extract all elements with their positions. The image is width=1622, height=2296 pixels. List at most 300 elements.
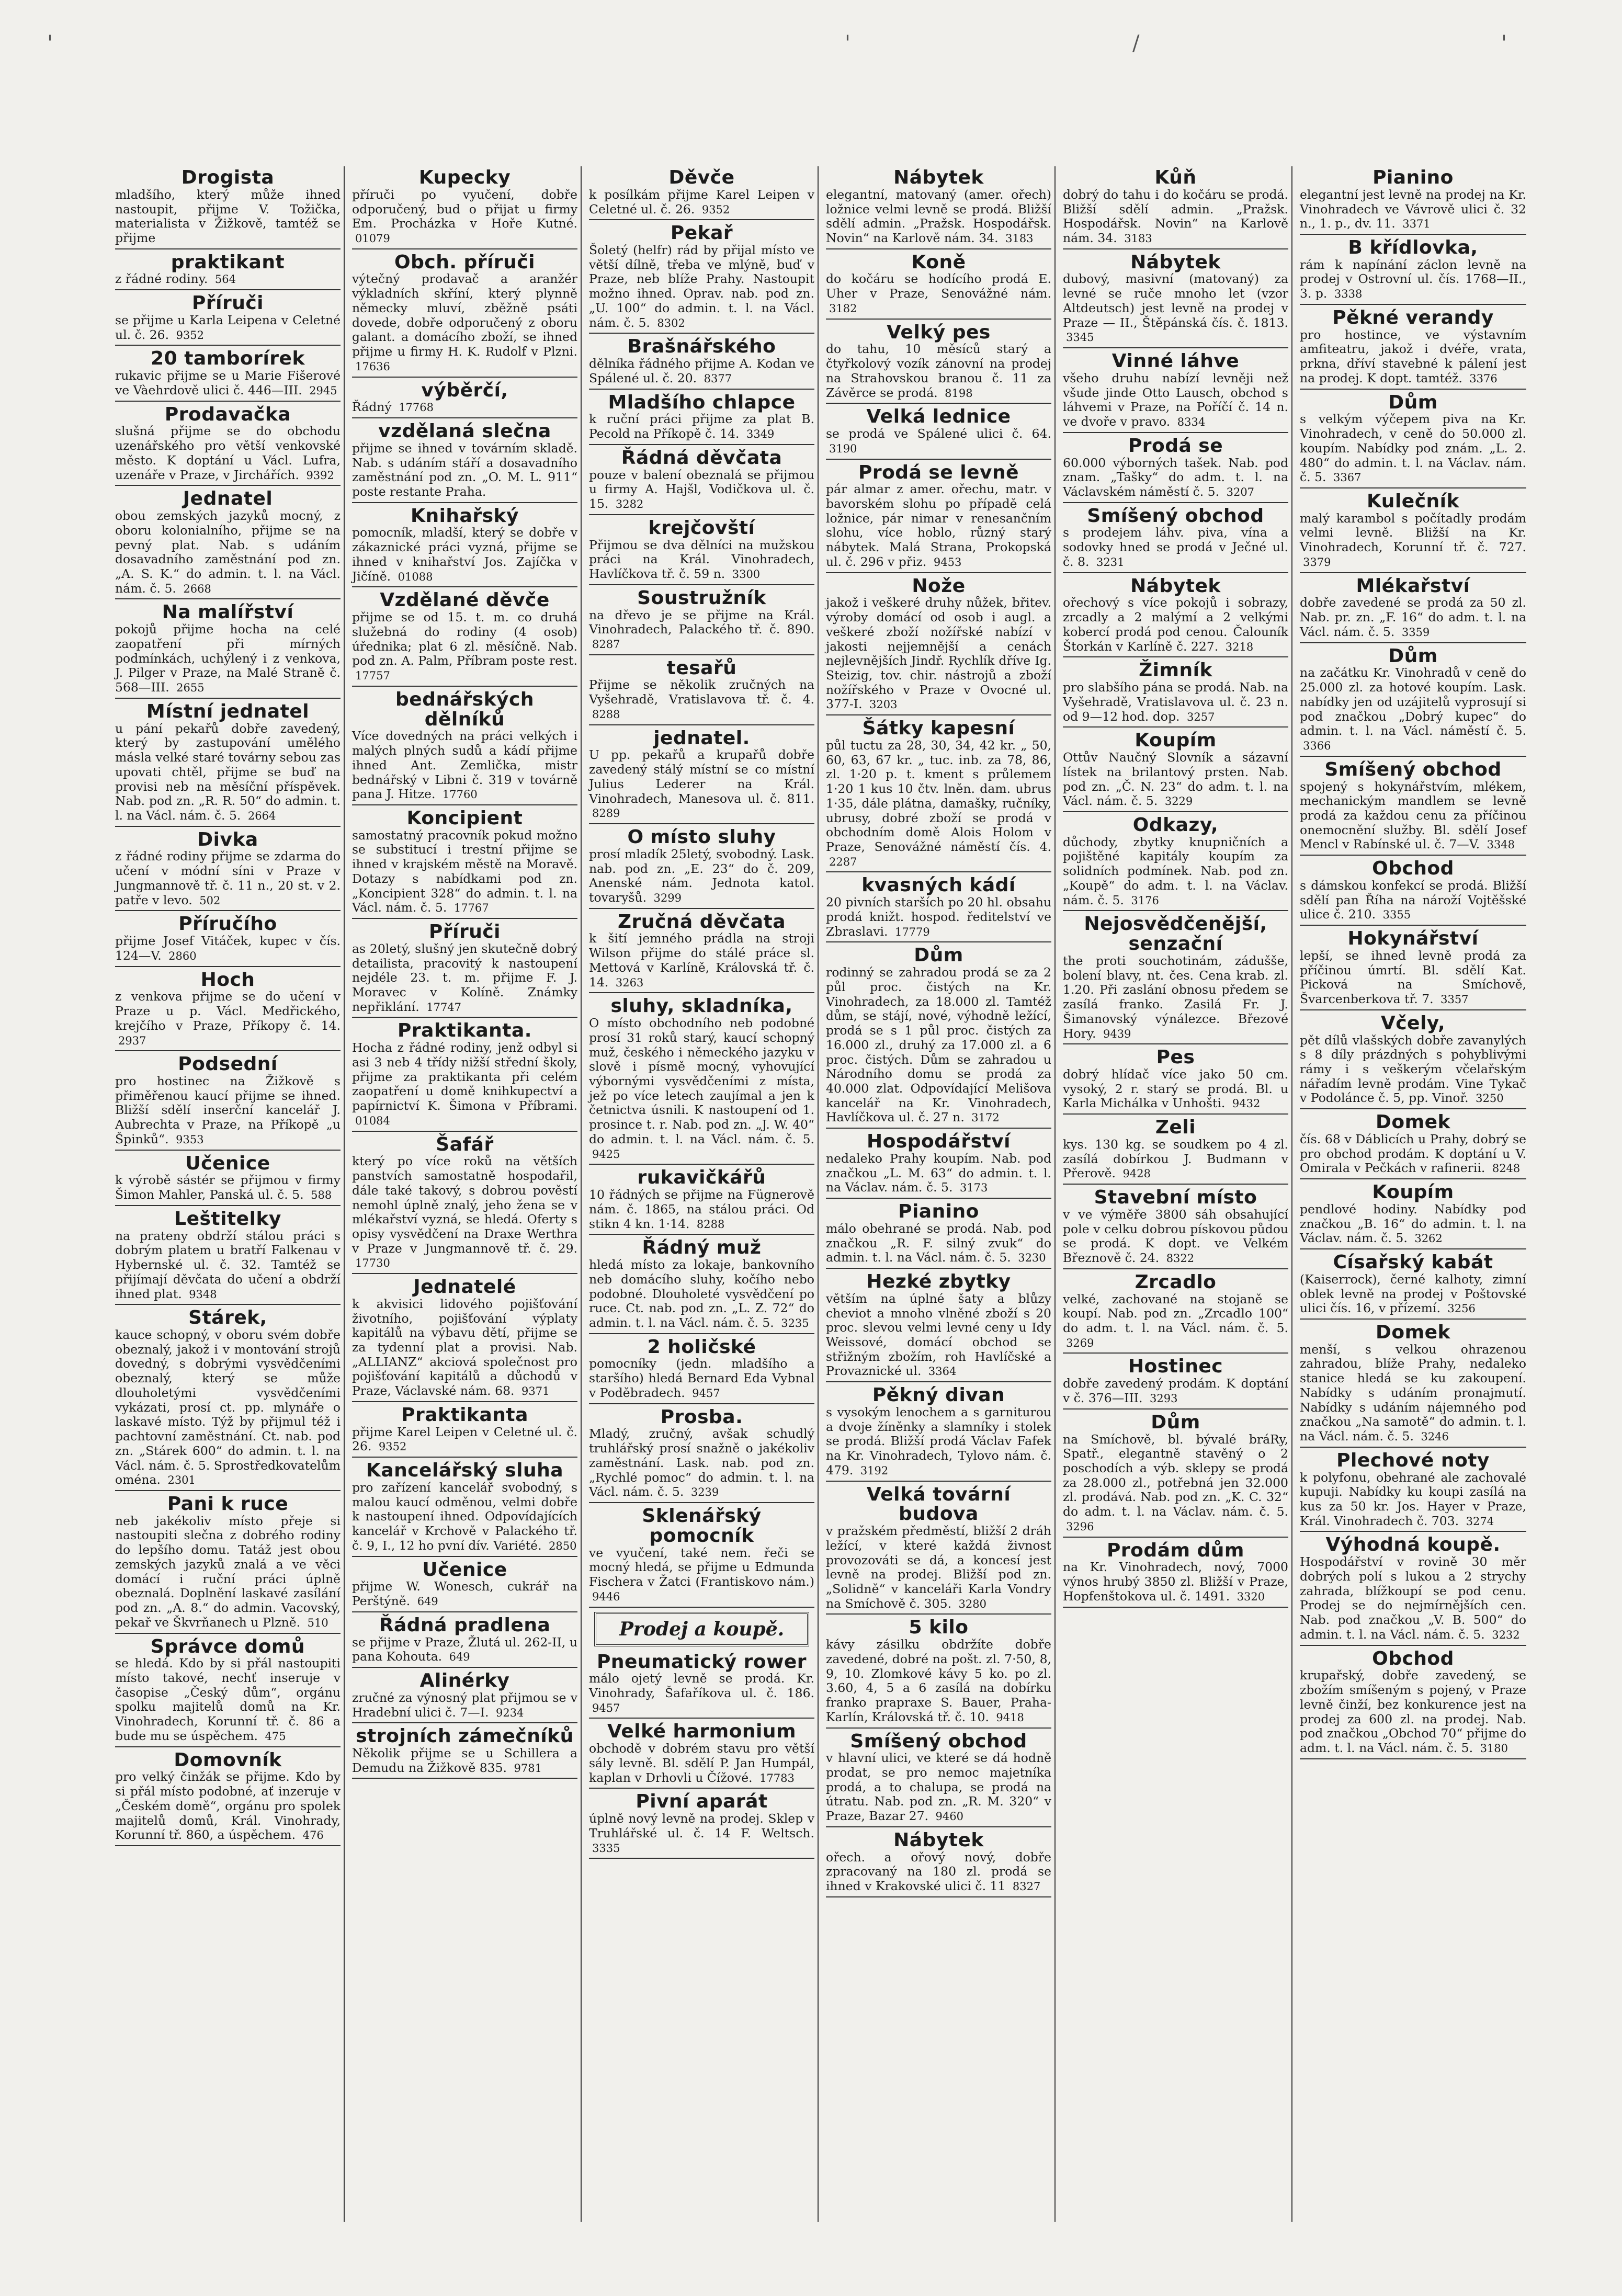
ad-title: Obchod <box>1372 858 1454 880</box>
ad-title: Domek <box>1376 1321 1450 1343</box>
classified-ad <box>1300 166 1526 235</box>
column-2 <box>349 166 582 2222</box>
ad-title: Kůň <box>1154 167 1197 188</box>
ad-body: příruči po vyučení, dobře odporučený, bud o přijat u firmy Em. Procházka v Hoře Kutné. 01079 <box>352 187 577 245</box>
ad-reference-number: 17730 <box>355 1257 390 1270</box>
ad-title: sluhy, skladníka, <box>610 995 793 1017</box>
ad-body: Hocha z řádné rodiny, jenž odbyl si asi 3 neb 4 třídy nižší střední školy, přijme za praktikanta při celém zaopatření u domě knihkupectví a papírnictví K. Šimona v Příbrami. 01084 <box>352 1040 577 1127</box>
ad-reference-number: 8334 <box>1177 416 1206 429</box>
classified-ad <box>1300 1111 1526 1179</box>
classified-ad <box>589 727 814 824</box>
ad-body: z řádné rodiny. 564 <box>115 271 236 287</box>
ad-body: dubový, masivní (matovaný) za levné se ruče mnoho let (vzor Altdeutsch) jest levně na prodej v Praze — II., Štěpánská čís. č. 1813. 3345 <box>1063 271 1288 344</box>
ad-reference-number: 3367 <box>1333 471 1362 484</box>
ad-reference-number: 3359 <box>1401 626 1430 639</box>
classified-ad <box>115 1493 341 1634</box>
ad-reference-number: 3232 <box>1492 1628 1520 1641</box>
classified-ad <box>352 1459 577 1556</box>
ad-body: 20 pivních starších po 20 hl. obsahu prodá knižt. hospod. ředitelství ve Zbraslavi. 17779 <box>826 895 1051 939</box>
ad-title: Koupím <box>1135 730 1217 752</box>
classified-ad <box>352 1276 577 1402</box>
ad-reference-number: 649 <box>449 1651 470 1664</box>
ad-body: neb jakékoliv místo přeje si nastoupiti slečna z dobrého rodiny do lepšího domu. Tatáž jest obou zemských jazyků znalá a ve věci domácí i ruční práci úplně obeznalá. Doplnění laskavé zasílání pod zn. „A. 8.“ do admin. Vacovský, pekař ve Škvrňanech u Plzně. 510 <box>115 1513 341 1630</box>
ad-body: prosí mladík 25letý, svobodný. Lask. nab. pod zn. „E. 23“ do č. 209, Anenské nám. Jednota katol. tovaryšů. 3299 <box>589 846 814 905</box>
ad-reference-number: 3190 <box>829 442 857 455</box>
ad-reference-number: 3345 <box>1066 331 1094 344</box>
ad-reference-number: 3379 <box>1303 555 1331 569</box>
classified-ad <box>1063 814 1288 911</box>
classified-ad <box>589 1236 814 1334</box>
ad-body: jakož i veškeré druhy nůžek, břitev. výroby domácí od osob i augl. a veškeré zboží nožířské nabízí v jakosti nejjemnější a cenách nejlevnějších Jindř. Rychlík dříve Ig. Steizig, tov. chir. nástrojů a zboží nožířského v Praze v Ovocné ul. 377-I. 3203 <box>826 595 1051 712</box>
ad-title: jednatel. <box>653 727 750 749</box>
ad-body: dobře zavedený prodám. K doptání v č. 376—III. 3293 <box>1063 1376 1288 1405</box>
classified-ad <box>589 911 814 994</box>
classified-ad <box>115 828 341 912</box>
classified-ad <box>1063 729 1288 812</box>
classified-ad <box>1063 350 1288 433</box>
ad-title: Řádná pradlena <box>379 1614 551 1636</box>
ad-body: velké, zachované na stojaně se koupí. Nab. pod zn. „Zrcadlo 100“ do adm. t. l. na Václ. nám. č. 5. 3269 <box>1063 1291 1288 1349</box>
classified-ad <box>826 1270 1051 1382</box>
classified-ad <box>1300 1533 1526 1645</box>
ad-title: Prosba. <box>660 1406 743 1428</box>
ad-reference-number: 17783 <box>759 1771 795 1784</box>
ad-title: Na malířství <box>162 601 294 623</box>
ad-reference-number: 8289 <box>592 807 620 820</box>
ad-title: Příruči <box>428 921 501 943</box>
ad-title: Drogista <box>181 167 275 188</box>
ad-title: Vinné láhve <box>1111 350 1240 372</box>
ad-body: Šoletý (helfr) rád by přijal místo ve větší dílně, třeba ve mlýně, buď v Praze, neb blíže Prahy. Nastoupit možno ihned. Oprav. nab. pod zn. „U. 100“ do admin. t. l. na Václ. nám. č. 5. 8302 <box>589 243 814 330</box>
ad-body: Více dovedných na práci velkých i malých plných sudů a kádí přijme ihned Ant. Zemlička, mistr bednářský v Libni č. 319 v továrně pana J. Hitze. 17760 <box>352 729 577 802</box>
ad-body: dobrý do tahu i do kočáru se prodá. Bližší sdělí admin. „Pražsk. Hospodářsk. Novin“ na Karlově nám. 34. 3183 <box>1063 187 1288 245</box>
classified-ad <box>115 166 341 249</box>
ad-title: bednářských dělníků <box>395 688 534 730</box>
classified-ad <box>115 403 341 486</box>
ad-body: Mladý, zručný, avšak schudlý truhlářský prosí snažně o jakékoliv zaměstnání. Lask. nab. pod zn. „Rychlé pomoc“ do admin. t. l. na Václ. nám. č. 5. 3239 <box>589 1426 814 1499</box>
classified-ad <box>589 587 814 655</box>
ad-title: Nábytek <box>1130 575 1221 597</box>
ad-reference-number: 8287 <box>592 638 620 651</box>
column-4 <box>823 166 1056 2222</box>
classified-ad <box>1063 1186 1288 1269</box>
classified-ad <box>1063 575 1288 658</box>
classified-ad <box>352 920 577 1018</box>
ad-title: vzdělaná slečna <box>378 420 551 442</box>
ad-reference-number: 2860 <box>168 949 197 962</box>
ad-reference-number: 17636 <box>355 360 390 373</box>
classified-ad <box>1300 391 1526 488</box>
ad-title: 5 kilo <box>909 1617 969 1639</box>
ad-reference-number: 476 <box>302 1829 324 1842</box>
ad-reference-number: 3269 <box>1066 1336 1094 1349</box>
ad-title: rukavičkářů <box>637 1167 766 1189</box>
ad-title: Zeli <box>1155 1117 1196 1139</box>
ad-reference-number: 3357 <box>1440 993 1469 1006</box>
ad-body: lepší, se ihned levně prodá za příčinou úmrtí. Bl. sdělí Kat. Picková na Smíchově, Švarcenberkova tř. 7. 3357 <box>1300 948 1526 1006</box>
ad-title: Divka <box>197 828 258 850</box>
ad-body: k ruční práci přijme za plat B. Pecold na Příkopě č. 14. 3349 <box>589 412 814 441</box>
ad-reference-number: 8322 <box>1166 1252 1195 1265</box>
classified-ad <box>1300 236 1526 305</box>
classified-ad <box>1300 1181 1526 1249</box>
ad-title: Pianino <box>1373 167 1454 188</box>
classified-ad <box>826 944 1051 1129</box>
ad-reference-number: 2287 <box>829 855 857 868</box>
ad-body: s dámskou konfekcí se prodá. Bližší sdělí pan Říha na nároží Vojtěšské ulice č. 210. 3355 <box>1300 878 1526 922</box>
ad-body: čís. 68 v Dáblicích u Prahy, dobrý se pro obchod prodám. K doptání u V. Omirala v Pečkách v rafinerii. 8248 <box>1300 1131 1526 1176</box>
classified-ad <box>1063 435 1288 503</box>
ad-body: přijme Karel Leipen v Celetné ul. č. 26. 9352 <box>352 1424 577 1454</box>
ad-body: pouze v balení obeznalá se přijmou u firmy A. Hajšl, Vodičkova ul. č. 15. 3282 <box>589 467 814 512</box>
classified-ad <box>1063 1271 1288 1354</box>
classified-ad <box>826 1616 1051 1728</box>
ad-reference-number: 17760 <box>442 788 478 801</box>
ad-body: se přijme v Praze, Žlutá ul. 262-II, u pana Kohouta. 649 <box>352 1634 577 1664</box>
classified-ad <box>589 1505 814 1607</box>
ad-body: pro velký činžák se přijme. Kdo by si přál místo podobné, ať inzeruje v „Českém domě“, orgánu pro spolek majitelů domů, Král. Vinohrady, Korunní tř. 860, a úspěchem. 476 <box>115 1769 341 1843</box>
ad-title: Koupím <box>1372 1181 1454 1203</box>
classified-ad <box>589 1166 814 1235</box>
ad-title: Řádný muž <box>642 1237 762 1259</box>
ad-body: U pp. pekařů a krupařů dobře zavedený stálý místní se co místní Julius Lederer na Král. Vinohradech, Manesova ul. č. 811. 8289 <box>589 747 814 820</box>
ad-body: kys. 130 kg. se soudkem po 4 zl. zasílá dobírkou J. Budmann v Přerově. 9428 <box>1063 1136 1288 1181</box>
ad-body: ořechový s více pokojů i sobrazy, zrcadly a 2 malýmí a 2 velkými kobercí prodá pod cenou. Čalouník Štorkán v Karlíně č. 227. 3218 <box>1063 595 1288 654</box>
classified-ad <box>1300 1449 1526 1532</box>
classified-ad <box>826 717 1051 872</box>
ad-title: Nábytek <box>893 1829 984 1851</box>
ad-reference-number: 9457 <box>592 1701 620 1714</box>
classified-ad <box>826 251 1051 320</box>
ad-reference-number: 3230 <box>1018 1252 1046 1265</box>
ad-title: strojních zámečníků <box>356 1725 574 1747</box>
classified-ad <box>826 405 1051 459</box>
ad-title: Alinérky <box>419 1670 510 1692</box>
classified-ad <box>589 1720 814 1789</box>
ad-body: k šití jemného prádla na stroji Wilson přijme do stálé práce sl. Mettová v Karlíně, Královská tř. č. 14. 3263 <box>589 931 814 990</box>
ad-reference-number: 3246 <box>1421 1430 1449 1443</box>
ad-title: Šátky kapesní <box>862 718 1015 740</box>
ad-reference-number: 8248 <box>1492 1162 1521 1175</box>
ad-reference-number: 3256 <box>1447 1302 1476 1315</box>
ad-title: Smíšený obchod <box>1087 505 1264 527</box>
page-mark: ' <box>845 31 850 55</box>
classified-ad <box>589 447 814 515</box>
classified-ad <box>115 601 341 698</box>
ad-body: ve vyučení, také nem. řeči se mocný hledá, se přijme u Edmunda Fischera v Žatci (Frantiskovo nám.) 9446 <box>589 1545 814 1603</box>
classified-ad <box>826 1384 1051 1481</box>
classified-ad <box>589 1790 814 1859</box>
ad-reference-number: 3173 <box>959 1181 988 1195</box>
ad-title: Knihařský <box>411 505 519 527</box>
ad-body: spojený s hokynářstvím, mlékem, mechanickým mandlem se levně prodá za každou cenu za příčinou onemocnění služby. Bl. sdělí Josef Mencl v Rabínské ul. č. 7—V. 3348 <box>1300 779 1526 852</box>
ad-body: dobře zavedené se prodá za 50 zl. Nab. pr. zn. „F. 16“ do adm. t. l. na Václ. nám. č. 5. 3359 <box>1300 595 1526 639</box>
ad-body: k akvisici lidového pojišťování životního, pojišťování výplaty kapitálů na výbavu dětí, přijme se za tydenní plat a provisi. Nab. „ALLIANZ“ akciová společnost pro pojišťování kapitálů a důchodů v Praze, Václavské nám. 68. 9371 <box>352 1296 577 1399</box>
ad-title: Nábytek <box>893 167 984 188</box>
classified-ad <box>1300 1321 1526 1448</box>
page-mark: ' <box>1501 31 1507 55</box>
ad-reference-number: 3293 <box>1150 1392 1178 1405</box>
ad-body: 60.000 výborných tašek. Nab. pod znam. „Tašky“ do adm. t. l. na Václavském náměstí č. 5. 3207 <box>1063 455 1288 499</box>
classified-ad <box>1063 1539 1288 1608</box>
classified-ad <box>1300 645 1526 757</box>
ad-reference-number: 3250 <box>1476 1092 1504 1105</box>
ad-reference-number: 2664 <box>247 809 276 822</box>
classified-ad <box>1063 251 1288 348</box>
ad-reference-number: 9352 <box>176 328 205 342</box>
ad-body: pro slabšího pána se prodá. Nab. na Vyšehradě, Vratislavova ul. č. 23 n. od 9—12 hod. dop. 3257 <box>1063 680 1288 724</box>
ad-body: mladšího, který může ihned nastoupit, přijme V. Tožička, materialista v Žižkově, tamtéž se přijme <box>115 187 341 245</box>
ad-title: B křídlovka, <box>1348 236 1478 258</box>
ad-title: Prodá se <box>1128 435 1223 457</box>
classified-ad <box>352 420 577 503</box>
ad-reference-number: 3300 <box>732 568 761 581</box>
ad-body: malý karambol s počítadly prodám velmi levně. Bližší na Kr. Vinohradech, Korunní tř. č. 727. 3379 <box>1300 510 1526 569</box>
ad-reference-number: 8377 <box>704 372 732 385</box>
ad-body: nedaleko Prahy koupím. Nab. pod značkou „L. M. 63“ do admin. t. l. na Václav. nám. č. 5. 3173 <box>826 1151 1051 1195</box>
classified-ad <box>1300 306 1526 390</box>
classified-ad <box>352 807 577 919</box>
ad-title: Praktikanta <box>401 1404 528 1426</box>
ad-reference-number: 17767 <box>453 902 489 915</box>
classified-ad <box>589 1406 814 1503</box>
ad-reference-number: 9439 <box>1103 1027 1131 1040</box>
ad-body: Přijmou se dva dělníci na mužskou práci na Král. Vinohradech, Havlíčkova tř. č. 59 n. 3300 <box>589 537 814 581</box>
classified-ad <box>589 1336 814 1404</box>
ad-body: přijme se od 15. t. m. co druhá služebná do rodiny (4 osob) úřednika; plat 6 zl. měsíčně. Nab. pod zn. A. Palm, Příbram poste rest. 17757 <box>352 610 577 683</box>
classified-ad <box>115 292 341 346</box>
classified-ad <box>826 1200 1051 1269</box>
classified-ad <box>826 575 1051 716</box>
ad-body: pendlové hodiny. Nabídky pod značkou „B. 16“ do admin. t. l. na Václav. nám. č. 5. 3262 <box>1300 1201 1526 1246</box>
ad-body: který po více roků na větších panstvích samostatně hospodařil, dále také takový, s dobrou pověstí nemohl úplně znalý, jeho žena se v mlékařství vyzná, se hledá. Oferty s opisy vysvědčení na Draxe Werthra v Praze v Jungmannově tř. č. 29. 17730 <box>352 1154 577 1270</box>
ad-body: Několik přijme se u Schillera a Demudu na Žižkově 835. 9781 <box>352 1746 577 1775</box>
classified-ad <box>115 1152 341 1206</box>
ad-title: Císařský kabát <box>1333 1252 1493 1274</box>
ad-reference-number: 8198 <box>945 387 973 400</box>
ad-reference-number: 2937 <box>118 1034 146 1047</box>
ad-body: úplně nový levně na prodej. Sklep v Truhlářské ul. č. 14 F. Weltsch. 3335 <box>589 1811 814 1855</box>
ad-title: Příručího <box>178 913 277 935</box>
ad-title: Domovník <box>174 1749 282 1771</box>
ad-reference-number: 3229 <box>1164 795 1193 808</box>
ad-title: Řádná děvčata <box>621 447 782 469</box>
classified-ad <box>352 688 577 805</box>
ad-title: Výhodná koupě. <box>1325 1534 1501 1556</box>
ad-title: Stárek, <box>188 1307 267 1329</box>
classified-ad <box>826 1730 1051 1827</box>
classified-ad <box>1300 857 1526 926</box>
ad-title: Dům <box>914 945 963 967</box>
ad-reference-number: 2945 <box>309 384 337 397</box>
ad-reference-number: 564 <box>214 273 236 286</box>
ad-body: na začátku Kr. Vinohradů v ceně do 25.000 zl. za hotové koupím. Lask. nabídky jen od uzájitelů vyprosují si pod značkou „Dobrý kupec“ do admin. t. l. na Václ. náměstí č. 5. 3366 <box>1300 665 1526 752</box>
classified-ad <box>115 1749 341 1846</box>
ad-reference-number: 3366 <box>1303 739 1331 752</box>
ad-reference-number: 3183 <box>1005 232 1034 245</box>
ad-reference-number: 17757 <box>355 669 390 683</box>
ad-title: Prodavačka <box>164 403 291 425</box>
ad-body: dobrý hlídač více jako 50 cm. vysoký, 2 r. starý se prodá. Bl. u Karla Michálka v Unhošti. 9432 <box>1063 1067 1288 1111</box>
ad-reference-number: 17768 <box>399 401 434 414</box>
ad-reference-number: 475 <box>265 1730 286 1743</box>
ad-title: Hezké zbytky <box>866 1271 1011 1293</box>
classified-ad <box>1063 1046 1288 1115</box>
classified-ad <box>589 657 814 725</box>
classified-ad <box>589 1651 814 1719</box>
classified-ad <box>1300 1012 1526 1109</box>
ad-reference-number: 3376 <box>1469 372 1498 385</box>
ad-title: Plechové noty <box>1336 1449 1490 1471</box>
ad-body: přijme W. Wonesch, cukrář na Perštýně. 649 <box>352 1579 577 1609</box>
ad-reference-number: 3335 <box>592 1842 620 1855</box>
classified-ad <box>1063 659 1288 728</box>
ad-title: Prodá se levně <box>858 461 1019 483</box>
classified-ad <box>352 589 577 686</box>
ad-title: Kupecky <box>418 167 511 188</box>
ad-body: 10 řádných se přijme na Fügnerově nám. č. 1865, na stálou práci. Od stikn 4 kn. 1·14. 8288 <box>589 1187 814 1231</box>
ad-reference-number: 9348 <box>189 1288 217 1301</box>
ad-title: Děvče <box>668 167 735 188</box>
ad-reference-number: 17747 <box>426 1001 462 1014</box>
ad-reference-number: 9234 <box>495 1706 524 1719</box>
classified-ad <box>589 391 814 445</box>
classified-ad <box>115 251 341 291</box>
ad-body: větším na úplné šaty a blůzy cheviot a mnoho vlněné zboží s 20 proc. slevou velmi levné ceny u Idy Weissové, domácí obchod se střižným zbožím, roh Havlíčské a Provaznické ul. 3364 <box>826 1291 1051 1379</box>
ad-reference-number: 9781 <box>514 1761 542 1775</box>
ad-reference-number: 8327 <box>1012 1880 1041 1893</box>
ad-title: Pianino <box>898 1201 979 1223</box>
ad-reference-number: 8288 <box>592 708 620 721</box>
ad-body: obou zemských jazyků mocný, z oboru kolonialního, přijme se na pevný plat. Nab. s udáním dosavadního zaměstnání pod zn. „A. S. K.“ do admin. t. l. na Václ. nám. č. 5. 2668 <box>115 508 341 596</box>
classified-ad <box>352 1133 577 1275</box>
ad-body: zručné za výnosný plat přijmou se v Hradební ulici č. 7—I. 9234 <box>352 1690 577 1720</box>
ad-body: elegantní, matovaný (amer. ořech) ložnice velmi levně se prodá. Bližší sdělí admin. „Pražsk. Hospodářsk. Novin“ na Karlově nám. 34. 3183 <box>826 187 1051 245</box>
ad-reference-number: 3183 <box>1124 232 1152 245</box>
ad-title: Mlékařství <box>1356 575 1470 597</box>
ad-reference-number: 3280 <box>958 1597 986 1610</box>
ad-title: Kancelářský sluha <box>366 1460 564 1482</box>
ad-reference-number: 3207 <box>1226 485 1255 498</box>
ad-body: Ottův Naučný Slovník a sázavní lístek na brilantový prsten. Nab. pod zn. „Č. N. 23“ do adm. t. l. na Václ. nám. č. 5. 3229 <box>1063 750 1288 809</box>
classified-ad <box>115 1635 341 1747</box>
ad-body: z venkova přijme se do učení v Praze u p. Václ. Medřického, krejčího v Praze, Příkopy č. 14. 2937 <box>115 989 341 1047</box>
classified-ad <box>589 222 814 334</box>
ad-body: do kočáru se hodícího prodá E. Uher v Praze, Senovážné nám. 3182 <box>826 271 1051 315</box>
ad-reference-number: 3349 <box>746 428 775 441</box>
ad-reference-number: 8302 <box>657 316 685 329</box>
ad-title: Praktikanta. <box>398 1020 532 1042</box>
ad-reference-number: 17779 <box>894 925 930 938</box>
ad-body: k výrobě sástér se přijmou v firmy Šimon Mahler, Panská ul. č. 5. 588 <box>115 1173 341 1202</box>
ad-body: kávy zásilku obdržíte dobře zavedené, dobré na pošt. zl. 7·50, 8, 9, 10. Zlomkové kávy 5 ko. po zl. 3.60, 4, 5 a 6 zasílá na dobírku franko prapraxe S. Bauer, Praha-Karlín, Královská tř. č. 10. 9418 <box>826 1637 1051 1724</box>
ad-title: Jednatel <box>183 488 273 510</box>
ad-reference-number: 9457 <box>692 1386 720 1400</box>
ad-title: O místo sluhy <box>627 826 776 848</box>
classified-ad <box>352 1614 577 1668</box>
classified-ad <box>352 166 577 249</box>
ad-title: Sklenářský pomocník <box>642 1505 762 1547</box>
ad-body: rukavic přijme se u Marie Fišerové ve Vàehrdově ulici č. 446—III. 2945 <box>115 368 341 397</box>
ad-body: pět dílů vlašských dobře zavanylých s 8 díly prázdných s pohyblivými rámy i s veškerým včelařským nářadím levně prodám. Vine Tykač v Podolánce č. 5, pp. Vinoř. 3250 <box>1300 1032 1526 1106</box>
classified-ad <box>589 335 814 389</box>
ad-body: přijme se ihned v továrním skladě. Nab. s udáním stáří a dosavadního zaměstnání pod zn. „O. M. L. 911“ poste restante Praha. <box>352 440 577 499</box>
ad-reference-number: 9425 <box>592 1147 620 1161</box>
classified-ad <box>1300 575 1526 643</box>
ad-reference-number: 502 <box>199 894 221 907</box>
ad-reference-number: 2301 <box>167 1474 196 1487</box>
column-6 <box>1297 166 1529 2222</box>
ad-title: Smíšený obchod <box>1324 758 1502 780</box>
ad-reference-number: 9353 <box>176 1133 204 1146</box>
classified-ad <box>1063 505 1288 573</box>
ad-title: kvasných kádí <box>861 874 1016 896</box>
classified-ad <box>826 1130 1051 1199</box>
ad-title: Prodám dům <box>1107 1539 1244 1561</box>
ad-title: Nejosvědčenější, senzační <box>1084 913 1267 955</box>
page-mark: ' <box>47 31 53 55</box>
ad-reference-number: 3172 <box>971 1111 1000 1124</box>
ad-body: elegantní jest levně na prodej na Kr. Vinohradech ve Vávrově ulici č. 32 n., 1. p., dv. 11. 3371 <box>1300 187 1526 231</box>
ad-title: krejčovští <box>648 517 755 539</box>
ad-reference-number: 9352 <box>701 203 730 216</box>
classified-ad <box>1300 927 1526 1010</box>
ad-body: na Kr. Vinohradech, nový, 7000 výnos hrubý 3850 zl. Bližší v Praze, Hopfenštokova ul. č. 1491. 3320 <box>1063 1560 1288 1604</box>
ad-title: Mladšího chlapce <box>608 391 796 413</box>
ad-title: 20 tamborírek <box>151 348 305 370</box>
classified-ad <box>352 505 577 588</box>
ad-body: pro hostince, ve výstavním amfiteatru, jakož i dvéře, vrata, prkna, dříví stavebné k pálení jest na prodej. K dopt. tamtéž. 3376 <box>1300 327 1526 385</box>
ad-title: 2 holičské <box>647 1336 756 1358</box>
ad-reference-number: 9352 <box>378 1440 407 1453</box>
classified-ad <box>826 1483 1051 1615</box>
ad-title: Podsední <box>178 1053 278 1075</box>
ad-body: s prodejem láhv. piva, vína a sodovky hned se prodá v Ječné ul. č. 8. 3231 <box>1063 525 1288 569</box>
classified-columns <box>112 166 1529 2222</box>
ad-reference-number: 3320 <box>1237 1590 1265 1603</box>
ad-reference-number: 3371 <box>1402 218 1431 231</box>
ad-body: u pání pekařů dobře zavedený, který by zastupování umělého másla velké staré továrny sebou zas upovati chtěl, přijme se buď na provisi neb na měsíční příspěvek. Nab. pod zn. „R. R. 50“ do admin. t. l. na Václ. nám. č. 5. 2664 <box>115 721 341 823</box>
ad-title: Velký pes <box>887 321 991 343</box>
ad-body: pro hostinec na Žižkově s přiměřenou kaucí přijme se ihned. Bližší sdělí inserční kancelář J. Aubrechta v Praze, na Příkopě „u Špinků“. 9353 <box>115 1074 341 1146</box>
ad-reference-number: 8288 <box>696 1218 725 1231</box>
ad-reference-number: 649 <box>417 1595 438 1608</box>
classified-ad <box>115 1306 341 1491</box>
classified-ad <box>115 913 341 967</box>
ad-title: Příruči <box>191 292 264 314</box>
ad-body: k polyfonu, obehrané ale zachovalé kupuji. Nabídky ku koupi zasílá na kus za 50 kr. Jos. Hayer v Praze, Král. Vinohradech č. 703. 3274 <box>1300 1470 1526 1528</box>
ad-body: ořech. a ořový nový, dobře zpracovaný na 180 zl. prodá se ihned v Krakovské ulici č. 11 8327 <box>826 1849 1051 1894</box>
ad-body: pomocníky (jedn. mladšího a staršího) hledá Bernard Eda Vybnal v Poděbradech. 9457 <box>589 1356 814 1400</box>
classified-ad <box>352 1725 577 1779</box>
ad-reference-number: 9371 <box>521 1385 550 1398</box>
classified-ad <box>589 826 814 909</box>
classified-ad <box>1063 1116 1288 1185</box>
ad-reference-number: 2668 <box>183 582 211 595</box>
ad-title: Velké harmonium <box>607 1721 797 1743</box>
ad-body: dělníka řádného přijme A. Kodan ve Spálené ul. č. 20. 8377 <box>589 356 814 385</box>
ad-title: Nábytek <box>1130 251 1221 273</box>
ad-body: slušná přijme se do obchodu uzenářského pro větší venkovské město. K doptání u Václ. Lufra, uzenáře v Praze, v Jirchářích. 9392 <box>115 424 341 482</box>
ad-body: kauce schopný, v oboru svém dobře obeznalý, jakož i v montování strojů dovedný, s dobrými vysvědčeními obeznalý, který se může dlouholetými vysvědčeními vykázati, prosí ct. pp. mlynáře o laskavé místo. Týž by přijmul též i pachtovní zaměstnání. Ct. nab. pod zn. „Stárek 600“ do admin. t. l. na Václ. nám. č. 5. Sprostředkovatelům oména. 2301 <box>115 1327 341 1487</box>
ad-reference-number: 3364 <box>928 1365 957 1378</box>
classified-ad <box>1300 490 1526 573</box>
classified-ad <box>1063 913 1288 1044</box>
ad-body: the proti souchotinám, zádušše, bolení blavy, nt. čes. Cena krab. zl. 1.20. Při zaslání obnosu předem se zasílá franko. Zasilá Fr. J. Šimanovský výnálezce. Březové Hory. 9439 <box>1063 953 1288 1041</box>
ad-body: pokojů přijme hocha na celé zaopatření při mírných podmínkách, uchýlený i z venkova, J. Pilger v Praze, na Malé Straně č. 568—III. 2655 <box>115 622 341 695</box>
ad-title: Místní jednatel <box>146 700 310 722</box>
ad-body: rám k napínání záclon levně na prodej v Ostrovní ul. čís. 1768—II., 3. p. 3338 <box>1300 257 1526 301</box>
